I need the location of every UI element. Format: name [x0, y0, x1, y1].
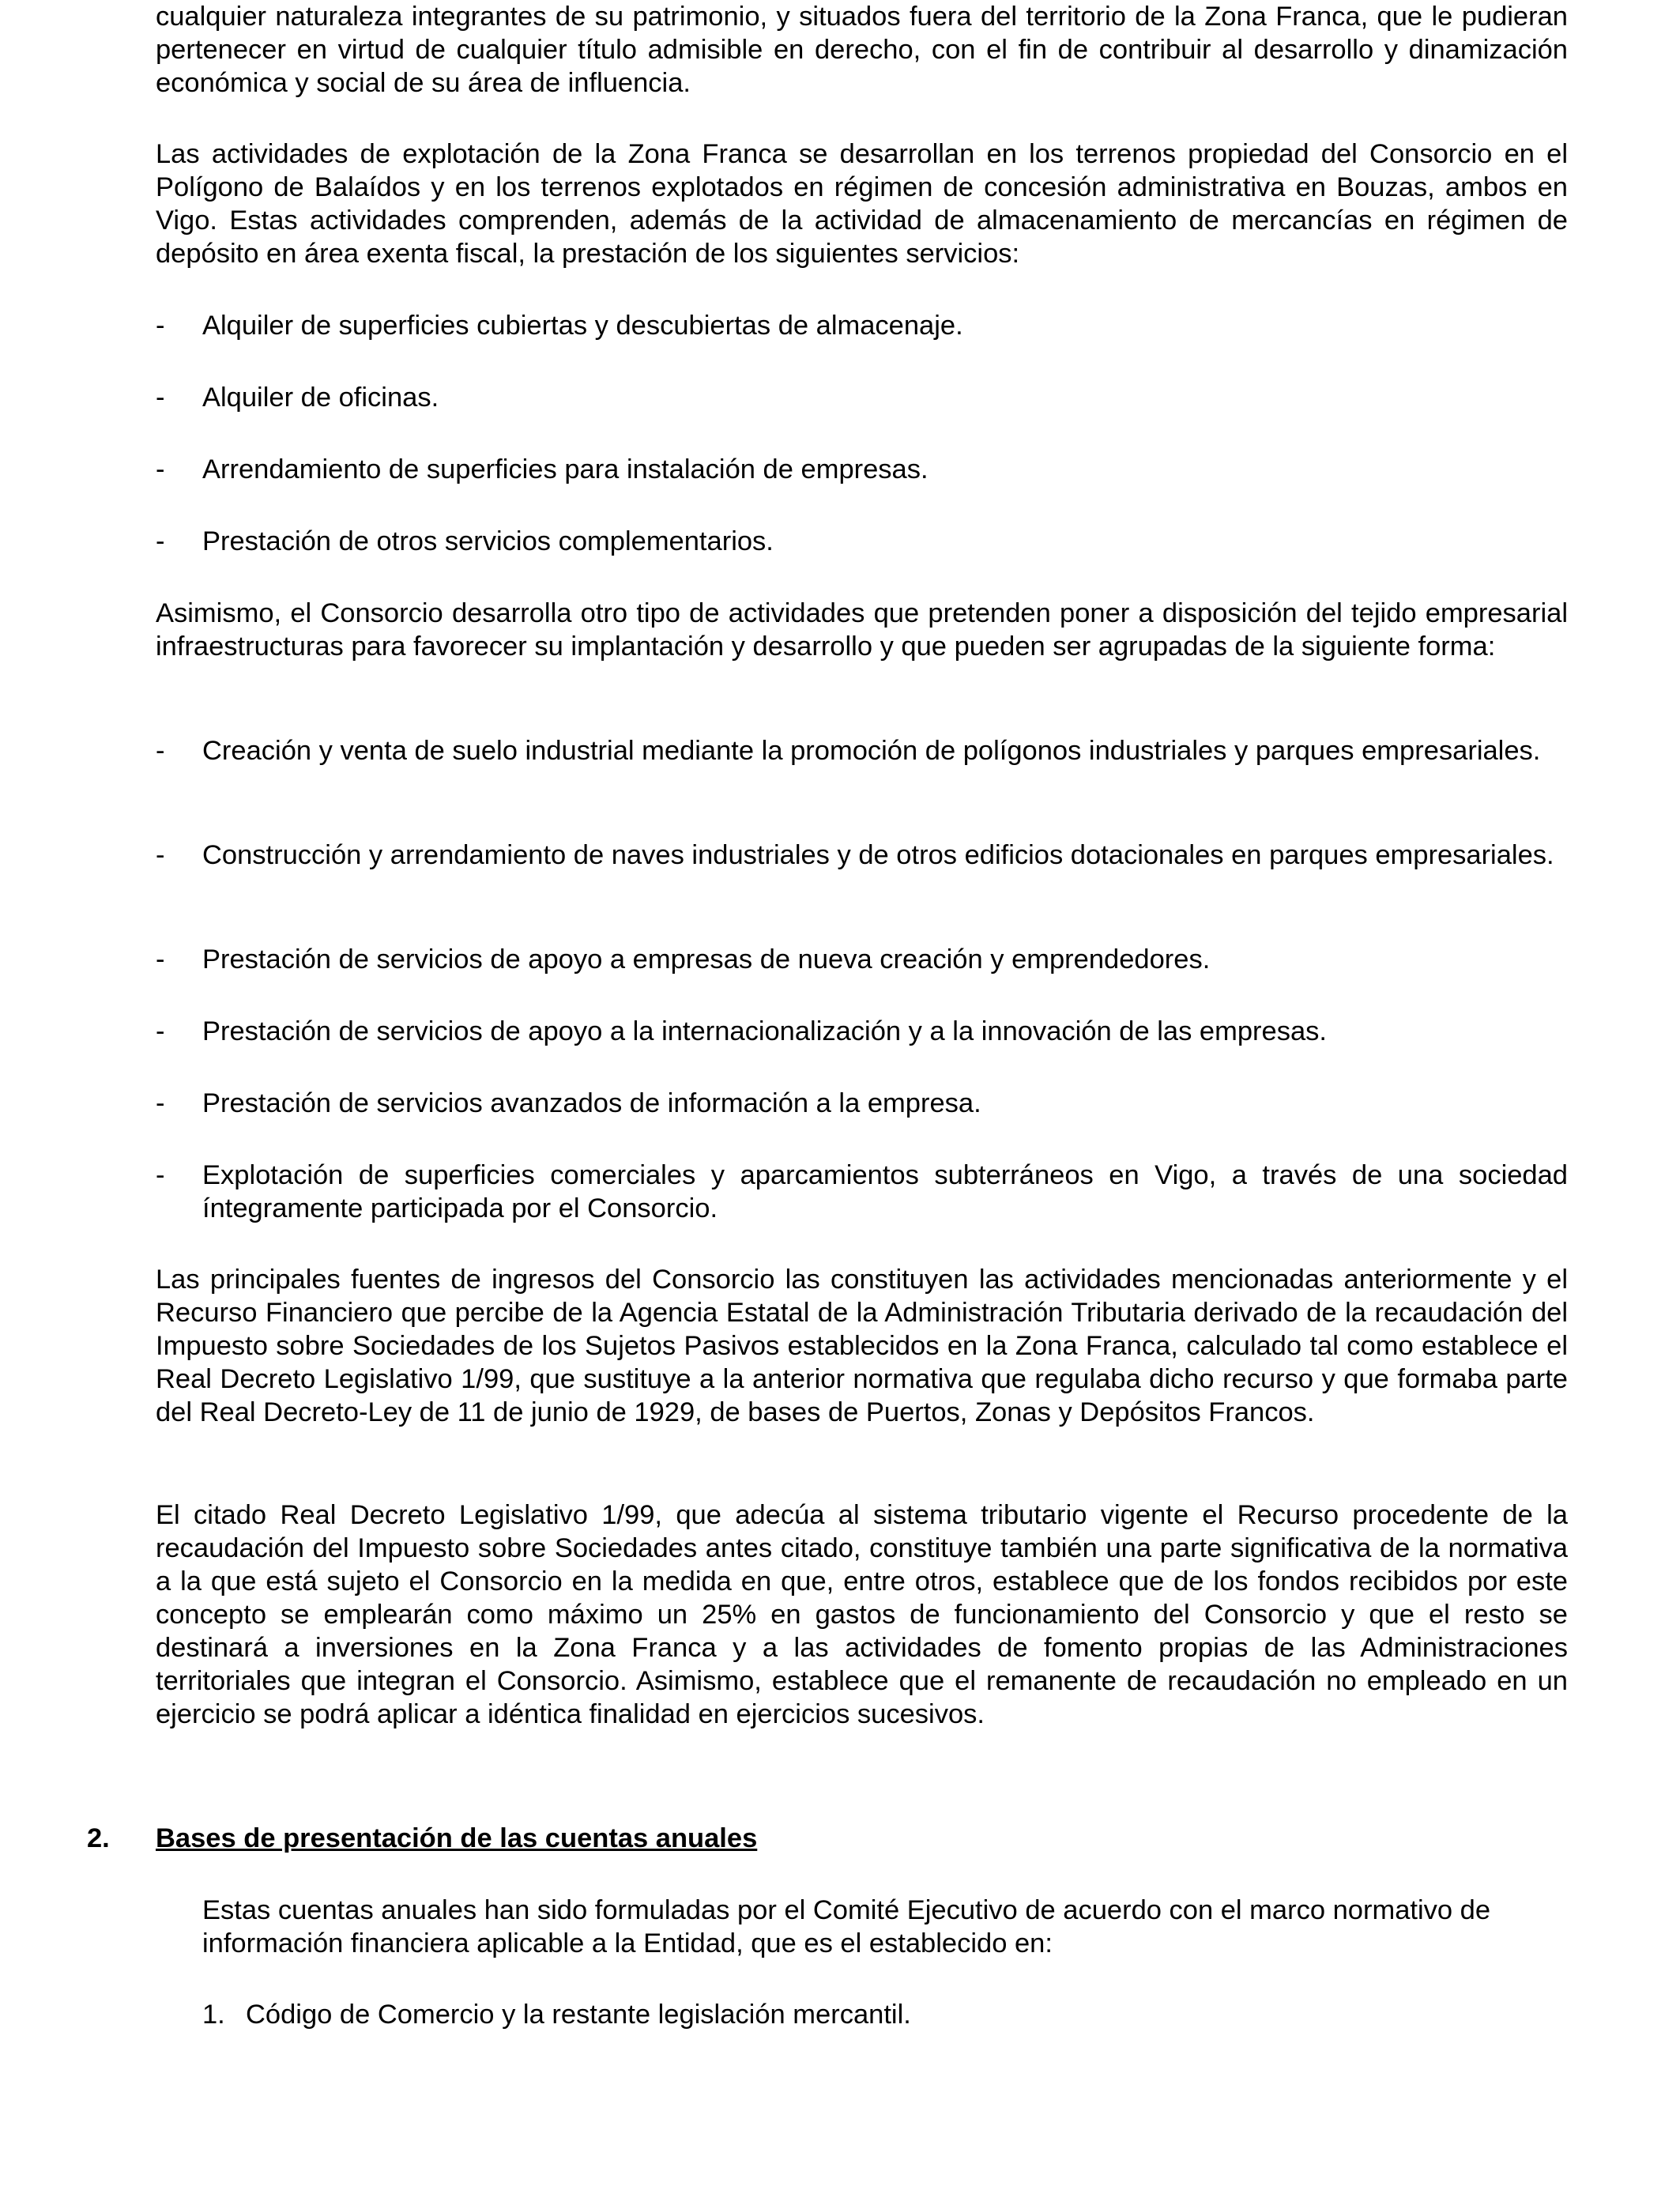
list-item-service [156, 381, 1568, 414]
list-item-activity [156, 734, 1568, 767]
list-item-text: Prestación de servicios de apoyo a empresas de nueva creación y emprendedores. [202, 944, 1211, 974]
paragraph-asimismo: Asimismo, el Consorcio desarrolla otro tipo de actividades que pretenden poner a disposición del tejido empresarial infraestructuras para favorecer su implantación y desarrollo y que pueden ser agrupadas de la siguiente forma: [156, 598, 1568, 662]
list-item-text: Prestación de otros servicios complementarios. [202, 526, 774, 556]
paragraph-actividades-explotacion: Las actividades de explotación de la Zona Franca se desarrollan en los terrenos propiedad del Consorcio en el Polígono de Balaídos y en los terrenos explotados en régimen de concesión administrativa en Bouzas, ambos en Vigo. Estas actividades comprenden, además de la actividad de almacenamiento de mercancías en régimen de depósito en área exenta fiscal, la prestación de los siguientes servicios: [156, 139, 1568, 269]
list-item-number: 1. [202, 2000, 225, 2030]
list-item-activity [156, 1015, 1568, 1048]
bullet-marker: - [156, 454, 165, 484]
bullet-marker: - [156, 526, 165, 556]
list-item-activity [156, 943, 1568, 976]
bullet-marker: - [156, 1016, 165, 1046]
paragraph-fuentes-ingresos: Las principales fuentes de ingresos del Consorcio las constituyen las actividades mencionadas anteriormente y el Recurso Financiero que percibe de la Agencia Estatal de la Administración Tributaria derivado de la recaudación del Impuesto sobre Sociedades de los Sujetos Pasivos establecidos en la Zona Franca, calculado tal como establece el Real Decreto Legislativo 1/99, que sustituye a la anterior normativa que regulaba dicho recurso y que formaba parte del Real Decreto-Ley de 11 de junio de 1929, de bases de Puertos, Zonas y Depósitos Francos. [156, 1265, 1568, 1427]
section-title: Bases de presentación de las cuentas anuales [156, 1823, 758, 1853]
list-item-text: Código de Comercio y la restante legislación mercantil. [246, 2000, 911, 2030]
bullet-marker: - [156, 736, 165, 766]
paragraph-patrimonio: cualquier naturaleza integrantes de su patrimonio, y situados fuera del territorio de la Zona Franca, que le pudieran pertenecer en virtud de cualquier título admisible en derecho, con el fin de contribuir al desarrollo y dinamización económica y social de su área de influencia. [156, 2, 1568, 98]
list-item-text: Arrendamiento de superficies para instalación de empresas. [202, 454, 929, 484]
bullet-marker: - [156, 1160, 165, 1190]
list-item-text: Explotación de superficies comerciales y aparcamientos subterráneos en Vigo, a través de una sociedad íntegramente participada por el Consorcio. [202, 1160, 1568, 1223]
list-item-service [156, 309, 1568, 342]
bullet-marker: - [156, 840, 165, 870]
list-item-text: Creación y venta de suelo industrial mediante la promoción de polígonos industriales y parques empresariales. [202, 736, 1541, 766]
list-item-activity [156, 839, 1568, 872]
section-number: 2. [87, 1823, 110, 1853]
list-item-activity [156, 1087, 1568, 1120]
bullet-marker: - [156, 944, 165, 974]
bullet-marker: - [156, 1088, 165, 1118]
list-item-activity [156, 1159, 1568, 1225]
section-heading [87, 1822, 757, 1855]
list-item-text: Prestación de servicios de apoyo a la internacionalización y a la innovación de las empresas. [202, 1016, 1327, 1046]
list-item-text: Alquiler de superficies cubiertas y descubiertas de almacenaje. [202, 311, 963, 341]
list-item-service [156, 453, 1568, 486]
list-item-text: Prestación de servicios avanzados de información a la empresa. [202, 1088, 981, 1118]
paragraph-real-decreto: El citado Real Decreto Legislativo 1/99, que adecúa al sistema tributario vigente el Recurso procedente de la recaudación del Impuesto sobre Sociedades antes citado, constituye también una parte significativa de la normativa a la que está sujeto el Consorcio en la medida en que, entre otros, establece que de los fondos recibidos por este concepto se emplearán como máximo un 25% en gastos de funcionamiento del Consorcio y que el resto se destinará a inversiones en la Zona Franca y a las actividades de fomento propias de las Administraciones territoriales que integran el Consorcio. Asimismo, establece que el remanente de recaudación no empleado en un ejercicio se podrá aplicar a idéntica finalidad en ejercicios sucesivos. [156, 1500, 1568, 1729]
list-item-text: Construcción y arrendamiento de naves industriales y de otros edificios dotacionales en parques empresariales. [202, 840, 1554, 870]
bullet-marker: - [156, 383, 165, 413]
section-intro: Estas cuentas anuales han sido formuladas por el Comité Ejecutivo de acuerdo con el marco normativo de información financiera aplicable a la Entidad, que es el establecido en: [202, 1895, 1491, 1958]
list-item-text: Alquiler de oficinas. [202, 383, 439, 413]
numbered-list-item [202, 1998, 1535, 2031]
list-item-service [156, 525, 1568, 558]
bullet-marker: - [156, 311, 165, 341]
